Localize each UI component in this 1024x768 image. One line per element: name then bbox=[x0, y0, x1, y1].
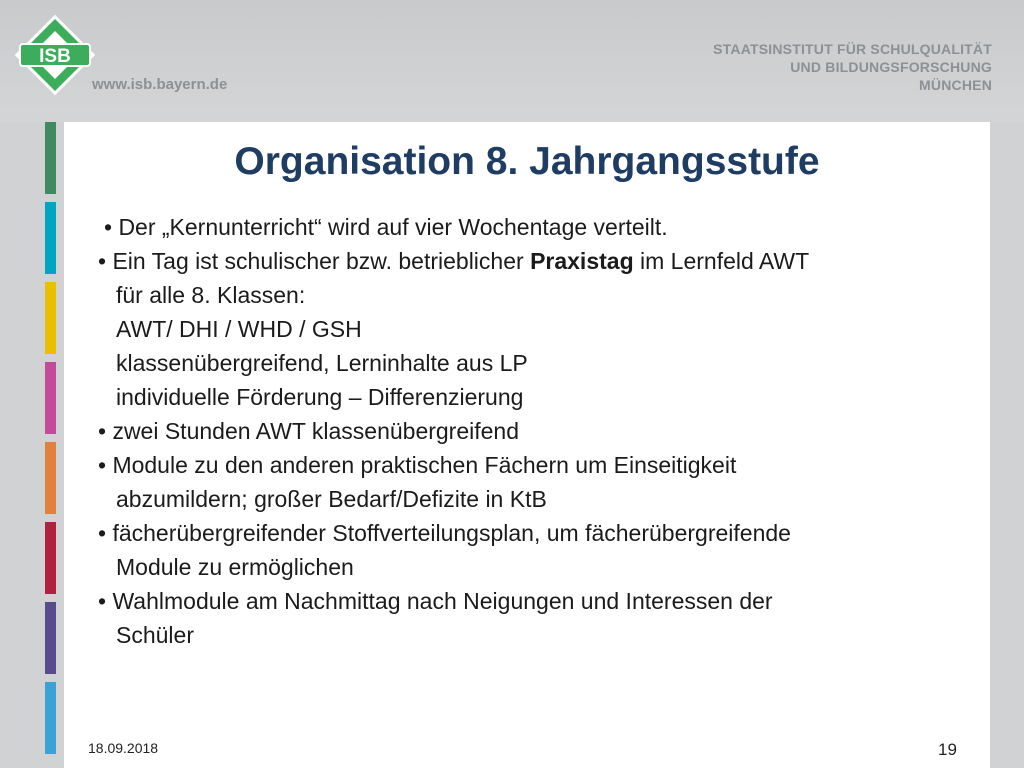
bullet-line: • fächerübergreifender Stoffverteilungsplan, um fächerübergreifende bbox=[98, 520, 791, 546]
continuation-line: AWT/ DHI / WHD / GSH bbox=[116, 316, 362, 342]
line-text: • Ein Tag ist schulischer bzw. betrieblicher bbox=[98, 248, 531, 274]
bullet-line: • Wahlmodule am Nachmittag nach Neigungen und Interessen der bbox=[98, 588, 773, 614]
slide-title: Organisation 8. Jahrgangsstufe bbox=[234, 140, 820, 183]
continuation-line: abzumildern; großer Bedarf/Defizite in KtB bbox=[116, 486, 547, 512]
institute-name bbox=[713, 40, 992, 94]
continuation-line: für alle 8. Klassen: bbox=[116, 282, 306, 308]
institute-line-2: UND BILDUNGSFORSCHUNG bbox=[790, 59, 992, 75]
continuation-line: klassenübergreifend, Lerninhalte aus LP bbox=[116, 350, 528, 376]
continuation-line: Schüler bbox=[116, 622, 194, 648]
color-bar bbox=[45, 202, 56, 274]
color-bar bbox=[45, 362, 56, 434]
page-number: 19 bbox=[938, 740, 957, 759]
bullet-line: • Der „Kernunterricht“ wird auf vier Wochentage verteilt. bbox=[104, 214, 668, 240]
footer-date: 18.09.2018 bbox=[88, 740, 159, 756]
slide-content bbox=[98, 210, 988, 652]
color-bar bbox=[45, 282, 56, 354]
institute-line-1: STAATSINSTITUT FÜR SCHULQUALITÄT bbox=[713, 41, 992, 57]
bold-term: Praxistag bbox=[530, 248, 634, 274]
color-bar bbox=[45, 442, 56, 514]
color-bar bbox=[45, 522, 56, 594]
svg-text:ISB: ISB bbox=[39, 46, 71, 67]
continuation-line: Module zu ermöglichen bbox=[116, 554, 354, 580]
isb-logo bbox=[14, 14, 96, 96]
bullet-line: • zwei Stunden AWT klassenübergreifend bbox=[98, 418, 520, 444]
line-text: im Lernfeld AWT bbox=[633, 248, 810, 274]
bullet-line: • Module zu den anderen praktischen Fächern um Einseitigkeit bbox=[98, 452, 737, 478]
website-url: www.isb.bayern.de bbox=[92, 76, 228, 93]
color-bars bbox=[45, 122, 57, 762]
institute-line-3: MÜNCHEN bbox=[919, 77, 992, 93]
color-bar bbox=[45, 602, 56, 674]
color-bar bbox=[45, 682, 56, 754]
continuation-line: individuelle Förderung – Differenzierung bbox=[116, 384, 524, 410]
bullet-line bbox=[98, 244, 988, 278]
